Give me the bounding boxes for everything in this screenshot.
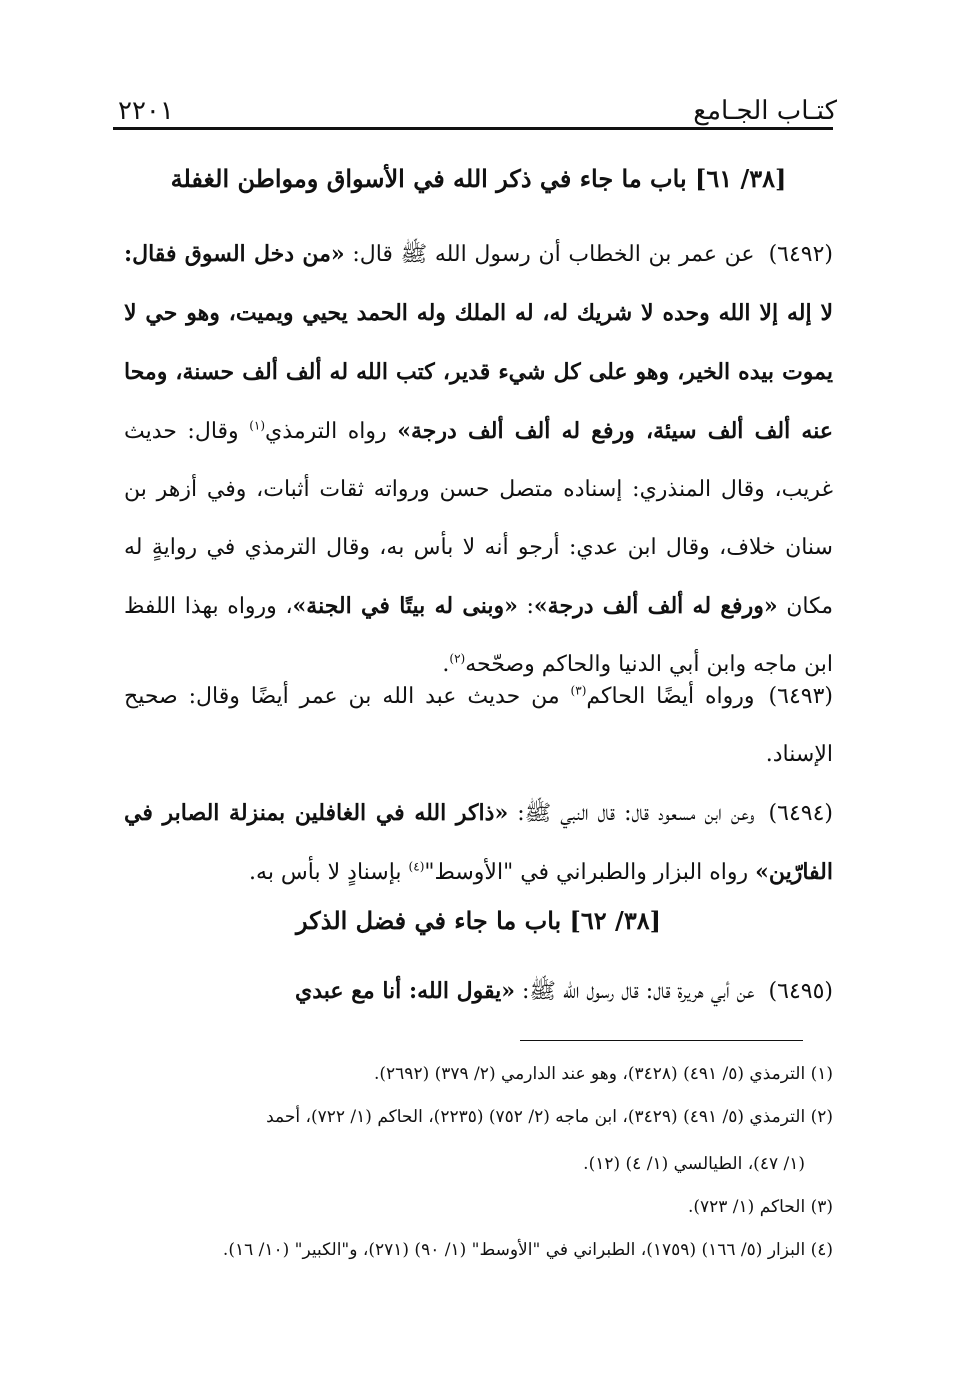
- hadith-text: ، ورواه بهذا اللفظ ابن ماجه وابن أبي الدنيا والحاكم وصحّحه: [124, 594, 833, 677]
- hadith-text: وقال: حديث غريب، وقال المنذري: إسناده متصل حسن ورواته ثقات أثبات، وفي أزهر بن سنان خلاف، وقال ابن عدي: أرجو أنه لا بأس به، وقال الترمذي في روايةٍ له مكان: [124, 419, 834, 619]
- hadith-number: (٦٤٩٤): [768, 801, 833, 826]
- hadith-6492: [124, 225, 833, 694]
- hadith-text: رواه البزار والطبراني في "الأوسط": [424, 860, 756, 885]
- footnote-ref-4: (٤): [408, 859, 425, 874]
- hadith-quote: «ذاكر الله في الغافلين بمنزلة الصابر في الفارّين»: [124, 800, 833, 885]
- hadith-6495: [124, 962, 833, 1021]
- chapter-heading-62: [٣٨/ ٦٢] باب ما جاء في فضل الذكر: [296, 906, 661, 935]
- hadith-text: .: [442, 652, 450, 677]
- hadith-text: وعن ابن مسعود قال: قال النبي ﷺ:: [508, 801, 755, 826]
- hadith-number: (٦٤٩٢): [768, 242, 834, 267]
- footnote-4: (٤) البزار (٥/ ١٦٦) (١٧٥٩)، الطبراني في "الأوسط" (١/ ٩٠) (٢٧١)، و"الكبير" (١٠/ ١٦).: [222, 1240, 833, 1260]
- chapter-heading-61: [٣٨/ ٦١] باب ما جاء في ذكر الله في الأسواق ومواطن الغفلة: [170, 164, 787, 193]
- header-rule: [113, 127, 833, 130]
- hadith-text: من حديث عبد الله بن عمر أيضًا وقال: صحيح الإسناد.: [124, 684, 833, 767]
- footnote-3: (٣) الحاكم (١/ ٧٢٣).: [687, 1197, 833, 1217]
- hadith-quote: «يقول الله: أنا مع عبدي: [295, 978, 515, 1004]
- footnote-2-continued: (١/ ٤٧)، الطيالسي (١/ ٤) (١٢).: [583, 1154, 805, 1174]
- footnote-ref-1: (١): [249, 418, 266, 433]
- hadith-text: ورواه أيضًا الحاكم: [586, 684, 755, 709]
- hadith-6494: [124, 784, 833, 902]
- hadith-number: (٦٤٩٥): [768, 979, 833, 1004]
- footnote-ref-3: (٣): [570, 683, 587, 698]
- page-number: ٢٢٠١: [118, 96, 174, 126]
- hadith-number: (٦٤٩٣): [768, 684, 833, 709]
- footnote-ref-2: (٢): [449, 651, 466, 666]
- hadith-quote: «وبنى له بيتًا في الجنة»: [292, 593, 518, 619]
- footnote-2: (٢) الترمذي (٥/ ٤٩١) (٣٤٢٩)، ابن ماجه (٢/ ٧٥٢) (٢٢٣٥)، الحاكم (١/ ٧٢٢)، أحمد: [266, 1107, 833, 1127]
- hadith-text: رواه الترمذي: [265, 419, 398, 444]
- hadith-quote: «من دخل السوق فقال: لا إله إلا الله وحده لا شريك له، له الملك وله الحمد يحيي ويميت، وهو حي لا يموت بيده الخير، وهو على كل شيء قدير، كتب الله له ألف ألف حسنة، ومحا عنه ألف ألف سيئة، ورفع له ألف ألف درجة»: [124, 241, 833, 444]
- hadith-6493: [124, 668, 833, 784]
- footnote-1: (١) الترمذي (٥/ ٤٩١) (٣٤٢٨)، وهو عند الدارمي (٢/ ٣٧٩) (٢٦٩٢).: [374, 1064, 833, 1084]
- hadith-text: بإسنادٍ لا بأس به.: [249, 860, 409, 885]
- hadith-text: :: [517, 594, 534, 619]
- footnote-separator: [520, 1040, 803, 1041]
- hadith-quote: «ورفع له ألف ألف درجة»: [533, 593, 778, 619]
- running-header-title: كتـاب الجـامع: [693, 96, 837, 126]
- hadith-text: عن عمر بن الخطاب أن رسول الله ﷺ قال:: [344, 242, 755, 267]
- hadith-text: عن أبي هريرة قال: قال رسول الله ﷺ:: [514, 979, 755, 1004]
